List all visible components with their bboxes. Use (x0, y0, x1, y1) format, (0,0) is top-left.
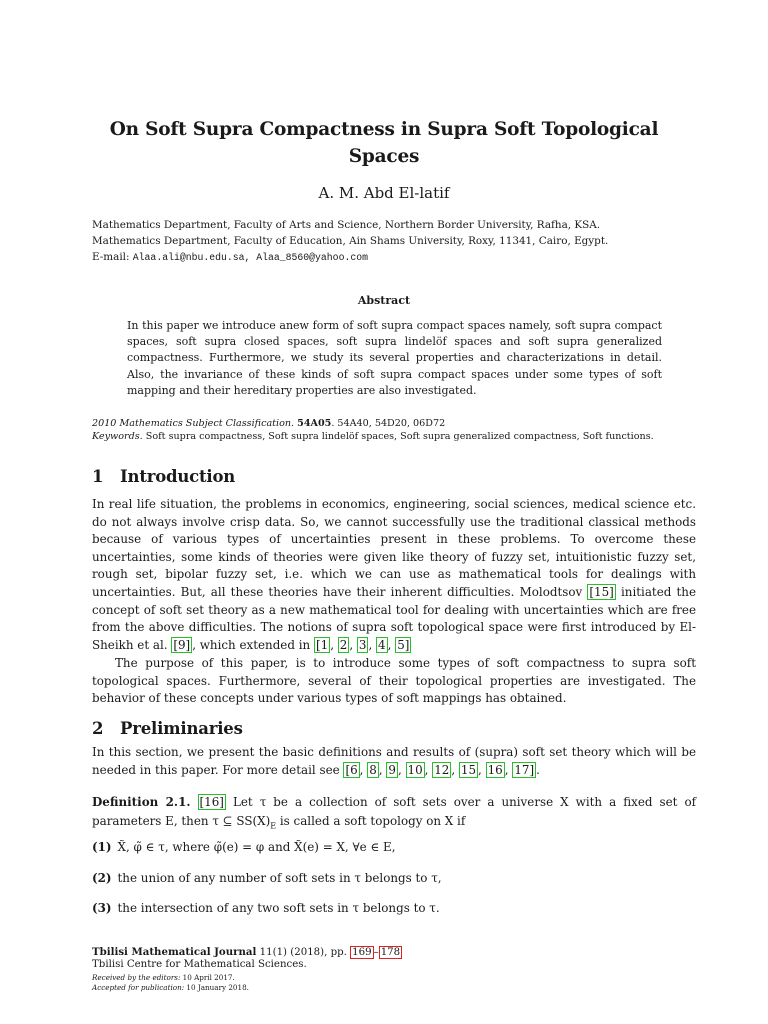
citation-link[interactable]: [1 (315, 637, 329, 652)
intro-text-c: , which extended in (192, 637, 311, 652)
affiliations (92, 218, 692, 266)
citation-link[interactable]: 17] (514, 762, 535, 777)
item-label: (2) (92, 871, 112, 885)
page-start-link[interactable]: 169 (352, 947, 372, 958)
definition-text-a: Let τ be a collection of soft sets over a universe X with a fixed set of parameters E, then τ ⊆ SS(X) (92, 795, 697, 828)
msc-label: 2010 Mathematics Subject Classification. (92, 418, 295, 429)
section-heading-introduction (92, 467, 235, 486)
citation-link[interactable]: 16 (487, 762, 503, 777)
keywords-line (92, 430, 692, 443)
definition-2-1 (92, 793, 696, 835)
email-addresses[interactable]: Alaa.ali@nbu.edu.sa, Alaa_8560@yahoo.com (132, 252, 368, 263)
received-line (92, 973, 249, 983)
intro-text-b: initiated the concept of soft set theory as a new mathematical tool for dealing with uncertainties which are free from the above difficulties. The notions of supra soft topological space were first introduced by El-Sheikh et al. (92, 584, 696, 652)
page-end-link[interactable]: 178 (380, 947, 401, 958)
citation-link[interactable]: 12 (434, 762, 450, 777)
received-label: Received by the editors: (92, 973, 181, 982)
section-title: Introduction (120, 467, 236, 486)
prelim-paragraph: In this section, we present the basic definitions and results of (supra) soft set theory which will be needed in this paper. For more detail see [6 , 8 , 9 , 10 , 12 , 15 , 16 , 17] . (92, 745, 696, 777)
msc-primary: 54A05 (297, 418, 332, 429)
intro-text-a: In real life situation, the problems in economics, engineering, social sciences, medical science etc. do not always involve crisp data. So, we cannot successfully use the traditional classical methods because of various types of uncertainties present in these problems. To overcome these uncertainties, some kinds of theories were given like theory of fuzzy set, intuitionistic fuzzy set, rough set, bipolar fuzzy set, i.e. which we can use as mathematical tools for dealings with uncertainties. But, all these theories have their inherent difficulties. Molodtsov (92, 497, 696, 599)
citation-link[interactable]: 5] (397, 637, 410, 652)
abstract-text: In this paper we introduce anew form of soft supra compact spaces namely, soft supra compact spaces, soft supra closed spaces, soft supra lindelöf spaces and soft supra generalized compactness. Furthermore, we study its several properties and characterizations in detail. Also, the invariance of these kinds of soft supra compact spaces under some types of soft mapping and their hereditary properties are also investigated. (127, 319, 662, 397)
intro-paragraph-2: The purpose of this paper, is to introduce some types of soft compactness to supra soft topological spaces. Furthermore, several of their topological properties are investigated. The behavior of these concepts under various types of soft mappings has obtained. (92, 656, 696, 706)
dates-footer (92, 973, 249, 992)
citation-link[interactable]: 4 (378, 637, 386, 652)
email-label: E-mail: (92, 251, 130, 263)
item-label: (1) (92, 840, 112, 854)
definition-subscript: E (270, 820, 277, 830)
intro-paragraph-1: In real life situation, the problems in economics, engineering, social sciences, medical science etc. do not always involve crisp data. So, we cannot successfully use the traditional classical methods because of various types of uncertainties present in these problems. To overcome these uncertainties, some kinds of theories were given like theory of fuzzy set, intuitionistic fuzzy set, rough set, bipolar fuzzy set, i.e. which we can use as mathematical tools for dealings with uncertainties. But, all these theories have their inherent difficulties. Molodtsov [15] initiated the concept of soft set theory as a new mathematical tool for dealing with uncertainties which are free from the above difficulties. The notions of supra soft topological space were first introduced by El-Sheikh et al. [9] , which extended in [1 , 2 , 3 , 4 , 5] (92, 497, 696, 652)
citation-link[interactable]: [9] (173, 637, 191, 652)
journal-name: Tbilisi Mathematical Journal (92, 946, 257, 958)
prelim-text: In this section, we present the basic definitions and results of (supra) soft set theory which will be needed in this paper. For more detail see (92, 745, 696, 777)
section-title: Preliminaries (120, 719, 243, 738)
citation-link[interactable]: 15 (460, 762, 477, 777)
citation-link[interactable]: [15] (589, 584, 614, 599)
affiliation-2: Mathematics Department, Faculty of Education, Ain Shams University, Roxy, 11341, Cairo, Egypt. (92, 234, 609, 247)
definition-item-1 (92, 840, 696, 854)
author-name: A. M. Abd El-latif (318, 184, 450, 202)
citation-link[interactable]: [6 (345, 762, 358, 777)
accepted-date: 10 January 2018. (184, 982, 249, 992)
email-line (92, 250, 692, 266)
keywords-text: Soft supra compactness, Soft supra lindelöf spaces, Soft supra generalized compactness, Soft functions. (145, 431, 654, 442)
item-text: X̃, φ̃ ∈ τ, where φ̃(e) = φ and X̃(e) = X, ∀e ∈ E, (117, 840, 396, 854)
item-text: the union of any number of soft sets in τ belongs to τ, (117, 871, 442, 885)
citation-link[interactable]: 10 (407, 762, 423, 777)
accepted-label: Accepted for publication: (92, 982, 185, 992)
item-label: (3) (92, 901, 112, 915)
affiliation-1: Mathematics Department, Faculty of Arts and Science, Northern Border University, Rafha, KSA. (92, 219, 601, 231)
citation-link[interactable]: 2 (339, 637, 348, 652)
citation-link[interactable]: 3 (358, 637, 367, 652)
msc-line (92, 417, 692, 430)
paper-title: On Soft Supra Compactness in Supra Soft Topological Spaces (109, 119, 659, 167)
journal-centre: Tbilisi Centre for Mathematical Sciences. (92, 959, 307, 970)
definition-label: Definition 2.1. (92, 795, 191, 809)
section-number: 1 (92, 467, 104, 486)
citation-link[interactable]: 8 (369, 762, 377, 777)
citation-link[interactable]: 9 (388, 762, 396, 777)
journal-footer (92, 946, 402, 971)
definition-text-b: is called a soft topology on X if (276, 813, 466, 828)
classification-block (92, 417, 692, 443)
journal-line: Tbilisi Mathematical Journal 11(1) (2018), pp. 169 – 178 (92, 946, 401, 958)
keywords-label: Keywords. (92, 431, 143, 442)
received-date: 10 April 2017. (180, 973, 235, 982)
citation-link[interactable]: [16] (199, 795, 224, 809)
section-number: 2 (92, 719, 104, 738)
definition-item-3 (92, 901, 696, 915)
abstract-heading: Abstract (357, 294, 411, 307)
section-heading-preliminaries (92, 719, 243, 738)
msc-secondary: . 54A40, 54D20, 06D72 (331, 418, 446, 429)
item-text: the intersection of any two soft sets in τ belongs to τ. (117, 901, 440, 915)
accepted-line (92, 983, 249, 993)
journal-volume: 11(1) (2018), pp. (256, 947, 351, 958)
definition-item-2 (92, 871, 696, 885)
